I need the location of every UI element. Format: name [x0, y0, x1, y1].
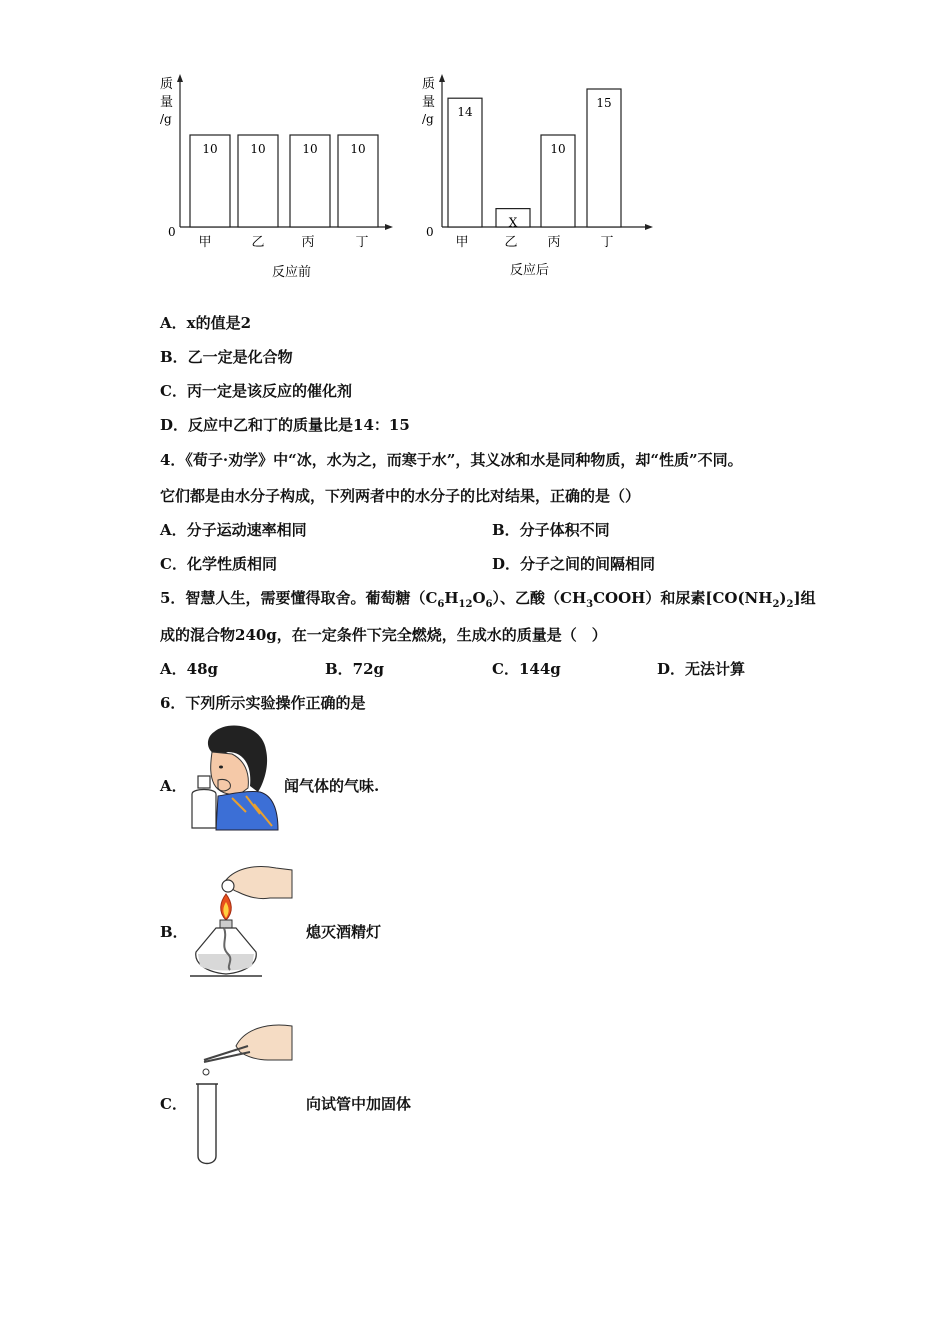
chart-before-y-arrow: [177, 74, 183, 82]
chart-before-title: 反应前: [272, 265, 312, 280]
test-tube-illustration: [188, 1020, 296, 1170]
category-label-3: 丁: [600, 235, 614, 250]
q3-option-a: A．x的值是2: [160, 314, 252, 332]
lamp-cap: [222, 880, 234, 892]
category-label-2: 丙: [547, 235, 561, 250]
q3-option-d: D．反应中乙和丁的质量比是14：15: [160, 416, 410, 434]
hand-shape: [218, 779, 230, 791]
chart-after-y-arrow: [439, 74, 445, 82]
q5-option-d: D．无法计算: [657, 660, 746, 678]
alcohol-lamp-illustration: [186, 862, 294, 984]
hand-shape: [236, 1025, 292, 1060]
smell-gas-illustration: [188, 722, 280, 832]
chart-after-ylabel-2: 量: [422, 95, 436, 110]
chart-after-ylabel-3: /g: [422, 112, 434, 126]
wick-holder: [220, 920, 232, 928]
q5-option-a: A．48g: [160, 660, 219, 678]
hand-shape: [226, 867, 292, 899]
q6-option-c-text: 向试管中加固体: [306, 1095, 412, 1113]
chart-before-ylabel-1: 质: [160, 77, 174, 92]
q6-option-a-text: 闻气体的气味.: [284, 777, 380, 795]
solid-particle: [203, 1069, 209, 1075]
bar-value-label-3: 15: [596, 96, 612, 110]
chart-before-ylabel-3: /g: [160, 112, 172, 126]
q6-stem: 6．下列所示实验操作正确的是: [160, 694, 366, 712]
bar-value-label-2: 10: [550, 142, 566, 156]
q4-stem-line1: 4．《荀子·劝学》中“冰，水为之，而寒于水”，其义冰和水是同种物质，却“性质”不同。: [160, 451, 743, 469]
lamp-liquid: [198, 954, 254, 971]
q4-option-d: D．分子之间的间隔相同: [492, 555, 656, 573]
category-label-2: 丙: [301, 235, 315, 250]
q5-option-b: B．72g: [325, 660, 385, 678]
category-label-3: 丁: [355, 235, 369, 250]
q6-option-c-letter: C．: [160, 1095, 187, 1113]
chart-after-origin: 0: [426, 225, 434, 239]
category-label-1: 乙: [504, 235, 518, 250]
q5-option-c: C．144g: [492, 660, 561, 678]
bottle-neck: [198, 776, 210, 788]
tweezers-shape: [204, 1046, 250, 1062]
chart-after-ylabel-1: 质: [422, 77, 436, 92]
chart-after: [422, 74, 653, 278]
bar-value-label-0: 10: [202, 142, 218, 156]
category-label-0: 甲: [455, 235, 469, 250]
test-tube: [198, 1084, 216, 1164]
bar-value-label-0: 14: [457, 105, 473, 120]
category-label-1: 乙: [251, 235, 265, 250]
q4-option-c: C．化学性质相同: [160, 555, 277, 573]
chart-before-origin: 0: [168, 225, 176, 239]
q6-option-a-letter: A．: [160, 777, 187, 795]
q5-stem-line2: 成的混合物240g，在一定条件下完全燃烧，生成水的质量是（ ）: [160, 626, 607, 644]
q4-option-b: B．分子体积不同: [492, 521, 610, 539]
chart-after-title: 反应后: [510, 263, 550, 278]
q6-option-b-text: 熄灭酒精灯: [306, 923, 382, 941]
bar-value-label-2: 10: [302, 142, 318, 156]
q3-option-b: B．乙一定是化合物: [160, 348, 293, 366]
bar-value-label-1: X: [508, 215, 518, 230]
chart-before: [160, 74, 393, 280]
chart-before-ylabel-2: 量: [160, 95, 174, 110]
q4-stem-line2: 它们都是由水分子构成，下列两者中的水分子的比对结果，正确的是（）: [160, 487, 641, 505]
chart-after-x-arrow: [645, 224, 653, 230]
category-label-0: 甲: [198, 235, 212, 250]
q3-option-c: C．丙一定是该反应的催化剂: [160, 382, 352, 400]
q4-option-a: A．分子运动速率相同: [160, 521, 307, 539]
bottle-body: [192, 790, 216, 829]
q5-stem-line1: 5．智慧人生，需要懂得取舍。葡萄糖$(C_6H_{12}O_6)$、乙酸$(CH_3COOH)$和尿素$[CO(NH_2)_2]$组: [160, 589, 816, 610]
bar-value-label-3: 10: [350, 142, 366, 156]
chart-before-x-arrow: [385, 224, 393, 230]
charts-figure: [150, 70, 670, 290]
eye-shape: [219, 766, 223, 769]
q6-option-b-letter: B．: [160, 923, 188, 941]
bar-value-label-1: 10: [250, 142, 266, 156]
